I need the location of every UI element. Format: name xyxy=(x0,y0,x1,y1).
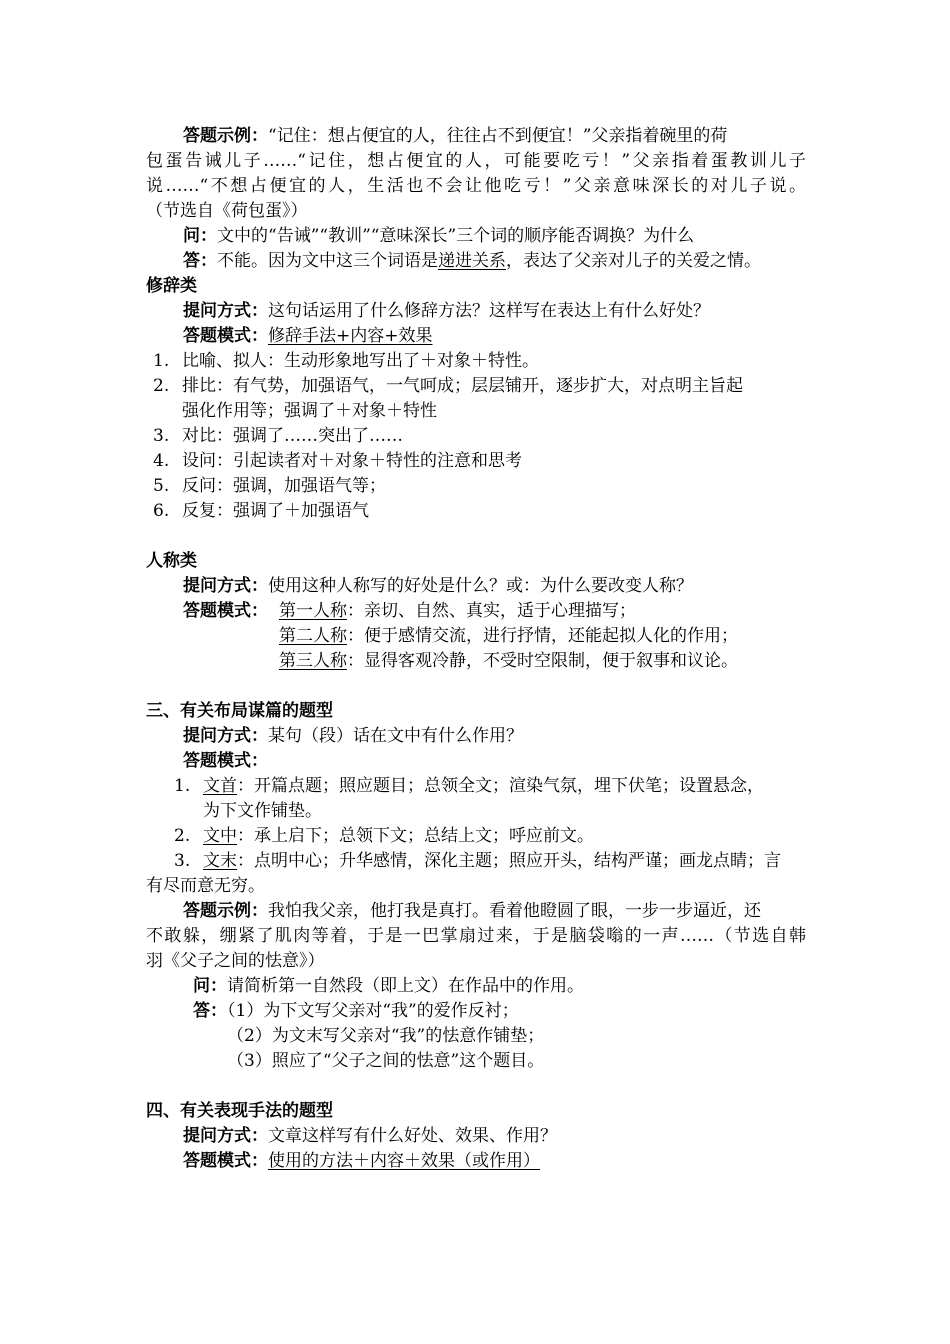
list-item-continuation: 强化作用等；强调了＋对象＋特性 xyxy=(182,401,437,421)
list-item: 3. 文末：点明中心；升华感情，深化主题；照应开头，结构严谨；画龙点睛；言 xyxy=(174,851,781,871)
list-item: 3. 对比：强调了……突出了…… xyxy=(153,426,403,446)
layout-ask: 提问方式：某句（段）话在文中有什么作用？ xyxy=(183,726,523,746)
person-mode: 答题模式： xyxy=(183,601,268,621)
layout-answer-3: （3）照应了“父子之间的怯意”这个题目。 xyxy=(227,1051,545,1071)
layout-example-line-1: 答题示例：我怕我父亲，他打我是真打。看着他瞪圆了眼，一步一步逼近，还 xyxy=(183,901,761,921)
layout-answer-2: （2）为文末写父亲对“我”的怯意作铺垫； xyxy=(227,1026,545,1046)
layout-heading: 三、有关布局谋篇的题型 xyxy=(146,701,333,721)
layout-example-line-3: 羽《父子之间的怯意》） xyxy=(146,951,325,971)
list-item: 4. 设问：引起读者对＋对象＋特性的注意和思考 xyxy=(153,451,522,471)
person-row-third: 第三人称：显得客观冷静，不受时空限制，便于叙事和议论。 xyxy=(279,651,738,671)
list-item: 1. 文首：开篇点题；照应题目；总领全文；渲染气氛，埋下伏笔；设置悬念， xyxy=(174,776,764,796)
rhetoric-heading: 修辞类 xyxy=(146,276,197,296)
list-item: 5. 反问：强调，加强语气等； xyxy=(153,476,386,496)
example-text: “记住：想占便宜的人，往往占不到便宜！”父亲指着碗里的荷 xyxy=(268,126,728,146)
person-heading: 人称类 xyxy=(146,551,197,571)
list-item: 6. 反复：强调了＋加强语气 xyxy=(153,501,369,521)
answer-line: 答：不能。因为文中这三个词语是递进关系，表达了父亲对儿子的关爱之情。 xyxy=(183,251,761,271)
list-item: 2. 文中：承上启下；总领下文；总结上文；呼应前文。 xyxy=(174,826,594,846)
example-1-line-4: （节选自《荷包蛋》） xyxy=(146,201,308,221)
person-row-second: 第二人称：便于感情交流，进行抒情，还能起拟人化的作用； xyxy=(279,626,738,646)
question-line: 问：文中的“告诫”“教训”“意味深长”三个词的顺序能否调换？为什么 xyxy=(183,226,695,246)
list-item-continuation: 有尽而意无穷。 xyxy=(146,876,265,896)
example-1-line-3: 说……“不想占便宜的人，生活也不会让他吃亏！”父亲意味深长的对儿子说。 xyxy=(146,176,806,196)
rhetoric-mode: 答题模式：修辞手法+内容+效果 xyxy=(183,326,433,346)
technique-mode: 答题模式：使用的方法＋内容＋效果（或作用） xyxy=(183,1151,540,1171)
technique-ask: 提问方式：文章这样写有什么好处、效果、作用？ xyxy=(183,1126,557,1146)
layout-example-line-2: 不敢躲，绷紧了肌肉等着，于是一巴掌扇过来，于是脑袋嗡的一声……（节选自韩 xyxy=(146,926,806,946)
list-item: 1. 比喻、拟人：生动形象地写出了＋对象＋特性。 xyxy=(153,351,539,371)
example-1-line-1 xyxy=(183,124,727,148)
list-item: 2. 排比：有气势，加强语气，一气呵成；层层铺开，逐步扩大，对点明主旨起 xyxy=(153,376,743,396)
rhetoric-ask: 提问方式：这句话运用了什么修辞方法？这样写在表达上有什么好处？ xyxy=(183,301,710,321)
layout-mode: 答题模式： xyxy=(183,751,268,771)
example-label: 答题示例： xyxy=(183,126,268,146)
list-item-continuation: 为下文作铺垫。 xyxy=(203,801,322,821)
layout-answer: 答：（1）为下文写父亲对“我”的爱作反衬； xyxy=(193,1001,519,1021)
example-1-line-2: 包蛋告诫儿子……“记住，想占便宜的人，可能要吃亏！”父亲指着蛋教训儿子 xyxy=(146,151,806,171)
person-row-first: 第一人称：亲切、自然、真实，适于心理描写； xyxy=(279,601,636,621)
layout-question: 问：请简析第一自然段（即上文）在作品中的作用。 xyxy=(193,976,584,996)
person-ask: 提问方式：使用这种人称写的好处是什么？或：为什么要改变人称？ xyxy=(183,576,693,596)
technique-heading: 四、有关表现手法的题型 xyxy=(146,1101,333,1121)
